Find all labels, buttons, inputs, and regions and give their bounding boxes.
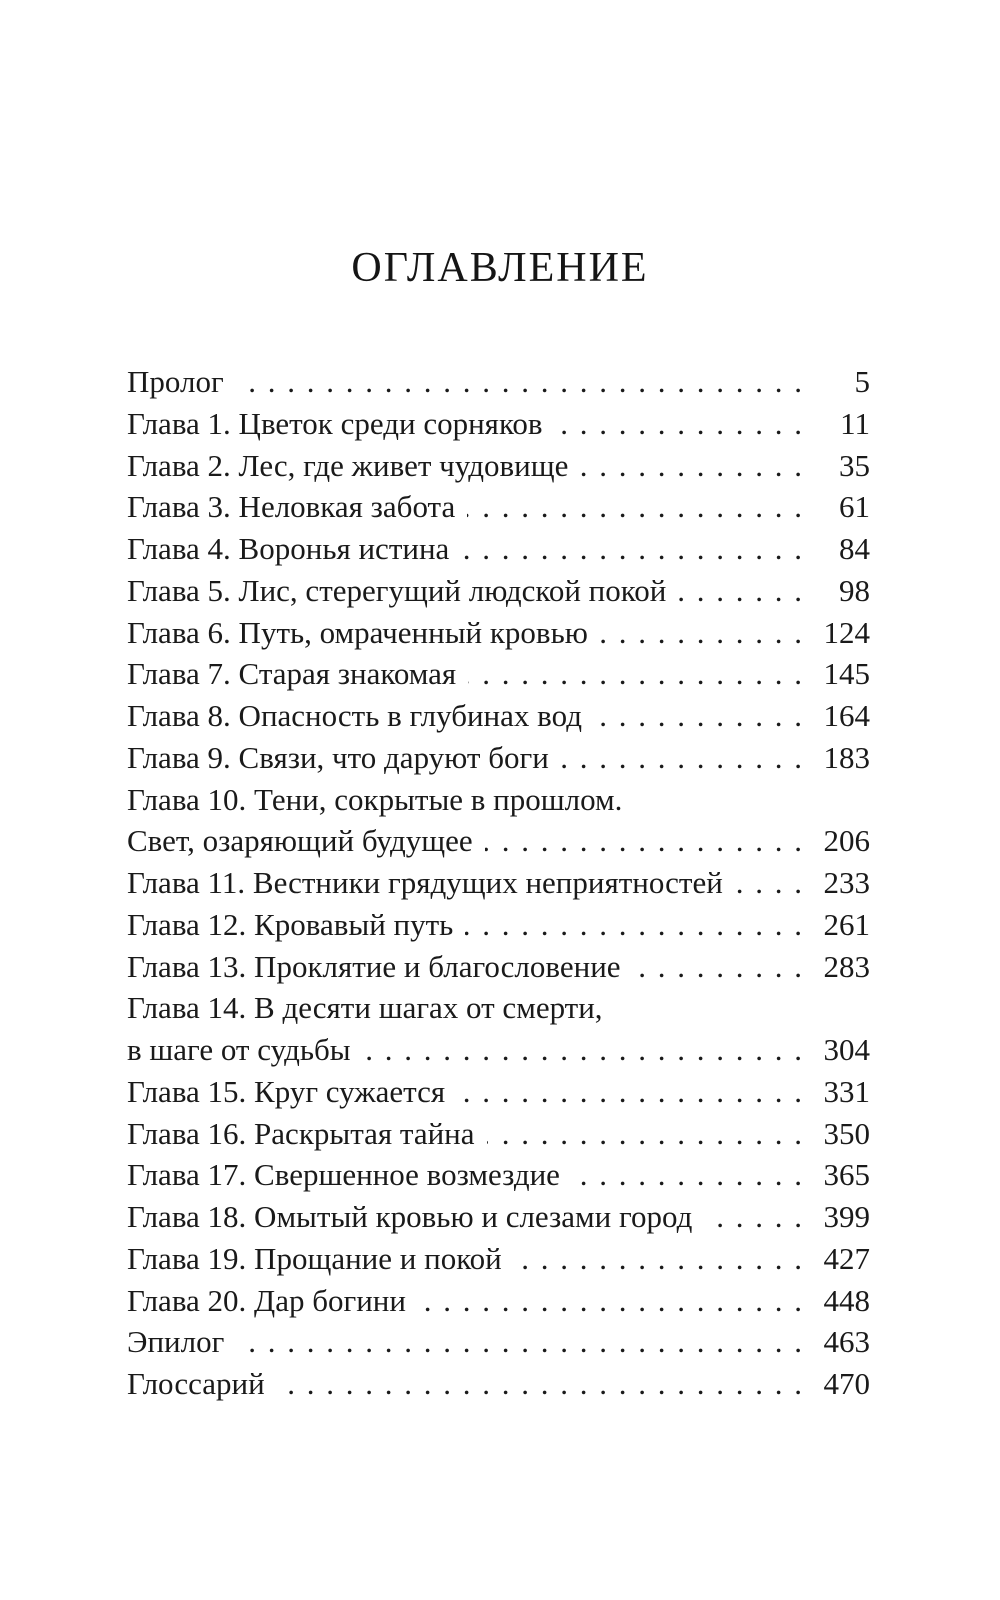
toc-list [0, 361, 1000, 1405]
dot-leader [467, 486, 802, 528]
toc-entry [127, 528, 870, 570]
toc-entry-page: 427 [823, 1240, 870, 1276]
toc-entry-label: Глава 9. Связи, что даруют боги [127, 739, 549, 775]
toc-entry [127, 862, 870, 904]
toc-entry [127, 403, 870, 445]
toc-entry [127, 1238, 870, 1280]
toc-entry [127, 904, 870, 946]
toc-entry-page: 5 [854, 364, 870, 399]
dot-leader [465, 904, 802, 946]
dot-leader [418, 1280, 802, 1322]
toc-entry [127, 1113, 870, 1155]
toc-entry-label: Глава 17. Свершенное возмездие [127, 1157, 560, 1193]
toc-entry-label: Глава 19. Прощание и покой [127, 1240, 502, 1276]
toc-entry [127, 1071, 870, 1113]
toc-entry [127, 445, 870, 487]
dot-leader [572, 1154, 802, 1196]
dot-leader [600, 612, 802, 654]
toc-entry-label: Глава 2. Лес, где живет чудовище [127, 447, 569, 483]
toc-entry [127, 361, 870, 403]
toc-entry-label: Глава 1. Цветок среди сорняков [127, 405, 543, 441]
toc-entry [127, 1321, 870, 1363]
toc-entry-page: 183 [823, 739, 870, 775]
toc-entry [127, 737, 870, 779]
toc-entry-label: Глава 4. Воронья истина [127, 531, 450, 566]
toc-entry-page: 164 [823, 698, 870, 733]
toc-entry-label: Глава 14. В десяти шагах от смерти, [127, 990, 603, 1026]
toc-entry-label: Глава 18. Омытый кровью и слезами город [127, 1199, 693, 1234]
dot-leader [514, 1238, 802, 1280]
toc-entry-label: Глава 3. Неловкая забота [127, 489, 456, 525]
toc-entry-label: Свет, озаряющий будущее [127, 823, 473, 859]
dot-leader [735, 862, 802, 904]
toc-entry [127, 1363, 870, 1405]
toc-entry-page: 61 [839, 489, 870, 525]
dot-leader [236, 361, 802, 403]
toc-entry-label: Глава 10. Тени, сокрытые в прошлом. [127, 781, 623, 817]
toc-entry-first-line [127, 779, 870, 821]
toc-entry-label: Глоссарий [127, 1366, 265, 1401]
toc-entry-page: 206 [823, 823, 870, 859]
dot-leader [457, 1071, 802, 1113]
toc-entry-page: 283 [823, 948, 870, 984]
toc-entry-label: в шаге от судьбы [127, 1032, 351, 1067]
toc-entry-label: Глава 12. Кровавый путь [127, 906, 454, 942]
toc-entry-label: Глава 11. Вестники грядущих неприятностей [127, 865, 723, 900]
toc-entry-label: Глава 6. Путь, омраченный кровью [127, 614, 588, 650]
toc-entry-page: 261 [823, 906, 870, 942]
dot-leader [594, 695, 802, 737]
toc-entry-page: 11 [840, 405, 870, 441]
toc-entry-label: Глава 13. Проклятие и благословение [127, 948, 621, 984]
toc-entry [127, 820, 870, 862]
dot-leader [468, 653, 802, 695]
toc-entry-page: 448 [823, 1282, 870, 1318]
dot-leader [236, 1321, 802, 1363]
toc-entry-page: 463 [823, 1324, 870, 1360]
toc-entry-page: 124 [823, 614, 870, 650]
toc-entry-page: 331 [823, 1073, 870, 1109]
toc-entry [127, 653, 870, 695]
toc-entry-page: 84 [839, 531, 870, 566]
toc-entry [127, 1029, 870, 1071]
dot-leader [363, 1029, 802, 1071]
toc-entry-label: Пролог [127, 364, 224, 399]
dot-leader [704, 1196, 802, 1238]
page-title: ОГЛАВЛЕНИЕ [351, 245, 649, 291]
toc-entry [127, 612, 870, 654]
toc-entry-label: Глава 5. Лис, стерегущий людской покой [127, 572, 667, 608]
toc-entry-label: Глава 8. Опасность в глубинах вод [127, 698, 582, 733]
toc-entry-label: Глава 15. Круг сужается [127, 1073, 446, 1109]
toc-entry-page: 98 [839, 572, 870, 608]
dot-leader [561, 737, 802, 779]
toc-entry-label: Глава 16. Раскрытая тайна [127, 1115, 475, 1151]
dot-leader [487, 1113, 802, 1155]
dot-leader [678, 570, 802, 612]
dot-leader [277, 1363, 802, 1405]
toc-entry [127, 486, 870, 528]
toc-entry [127, 1196, 870, 1238]
toc-entry-page: 399 [823, 1199, 870, 1234]
dot-leader [580, 445, 802, 487]
toc-entry-page: 470 [823, 1366, 870, 1401]
toc-entry [127, 570, 870, 612]
toc-entry-page: 145 [823, 656, 870, 692]
toc-entry-label: Глава 7. Старая знакомая [127, 656, 457, 692]
toc-entry [127, 1154, 870, 1196]
dot-leader [555, 403, 802, 445]
toc-entry-page: 365 [823, 1157, 870, 1193]
toc-entry-page: 233 [823, 865, 870, 900]
toc-entry-page: 304 [823, 1032, 870, 1067]
toc-entry [127, 695, 870, 737]
toc-entry-label: Глава 20. Дар богини [127, 1282, 406, 1318]
toc-entry-label: Эпилог [127, 1324, 225, 1360]
toc-entry-page: 35 [839, 447, 870, 483]
toc-entry [127, 1280, 870, 1322]
toc-entry-first-line [127, 987, 870, 1029]
dot-leader [485, 820, 802, 862]
dot-leader [633, 946, 802, 988]
toc-entry-page: 350 [823, 1115, 870, 1151]
toc-entry [127, 946, 870, 988]
dot-leader [461, 528, 802, 570]
